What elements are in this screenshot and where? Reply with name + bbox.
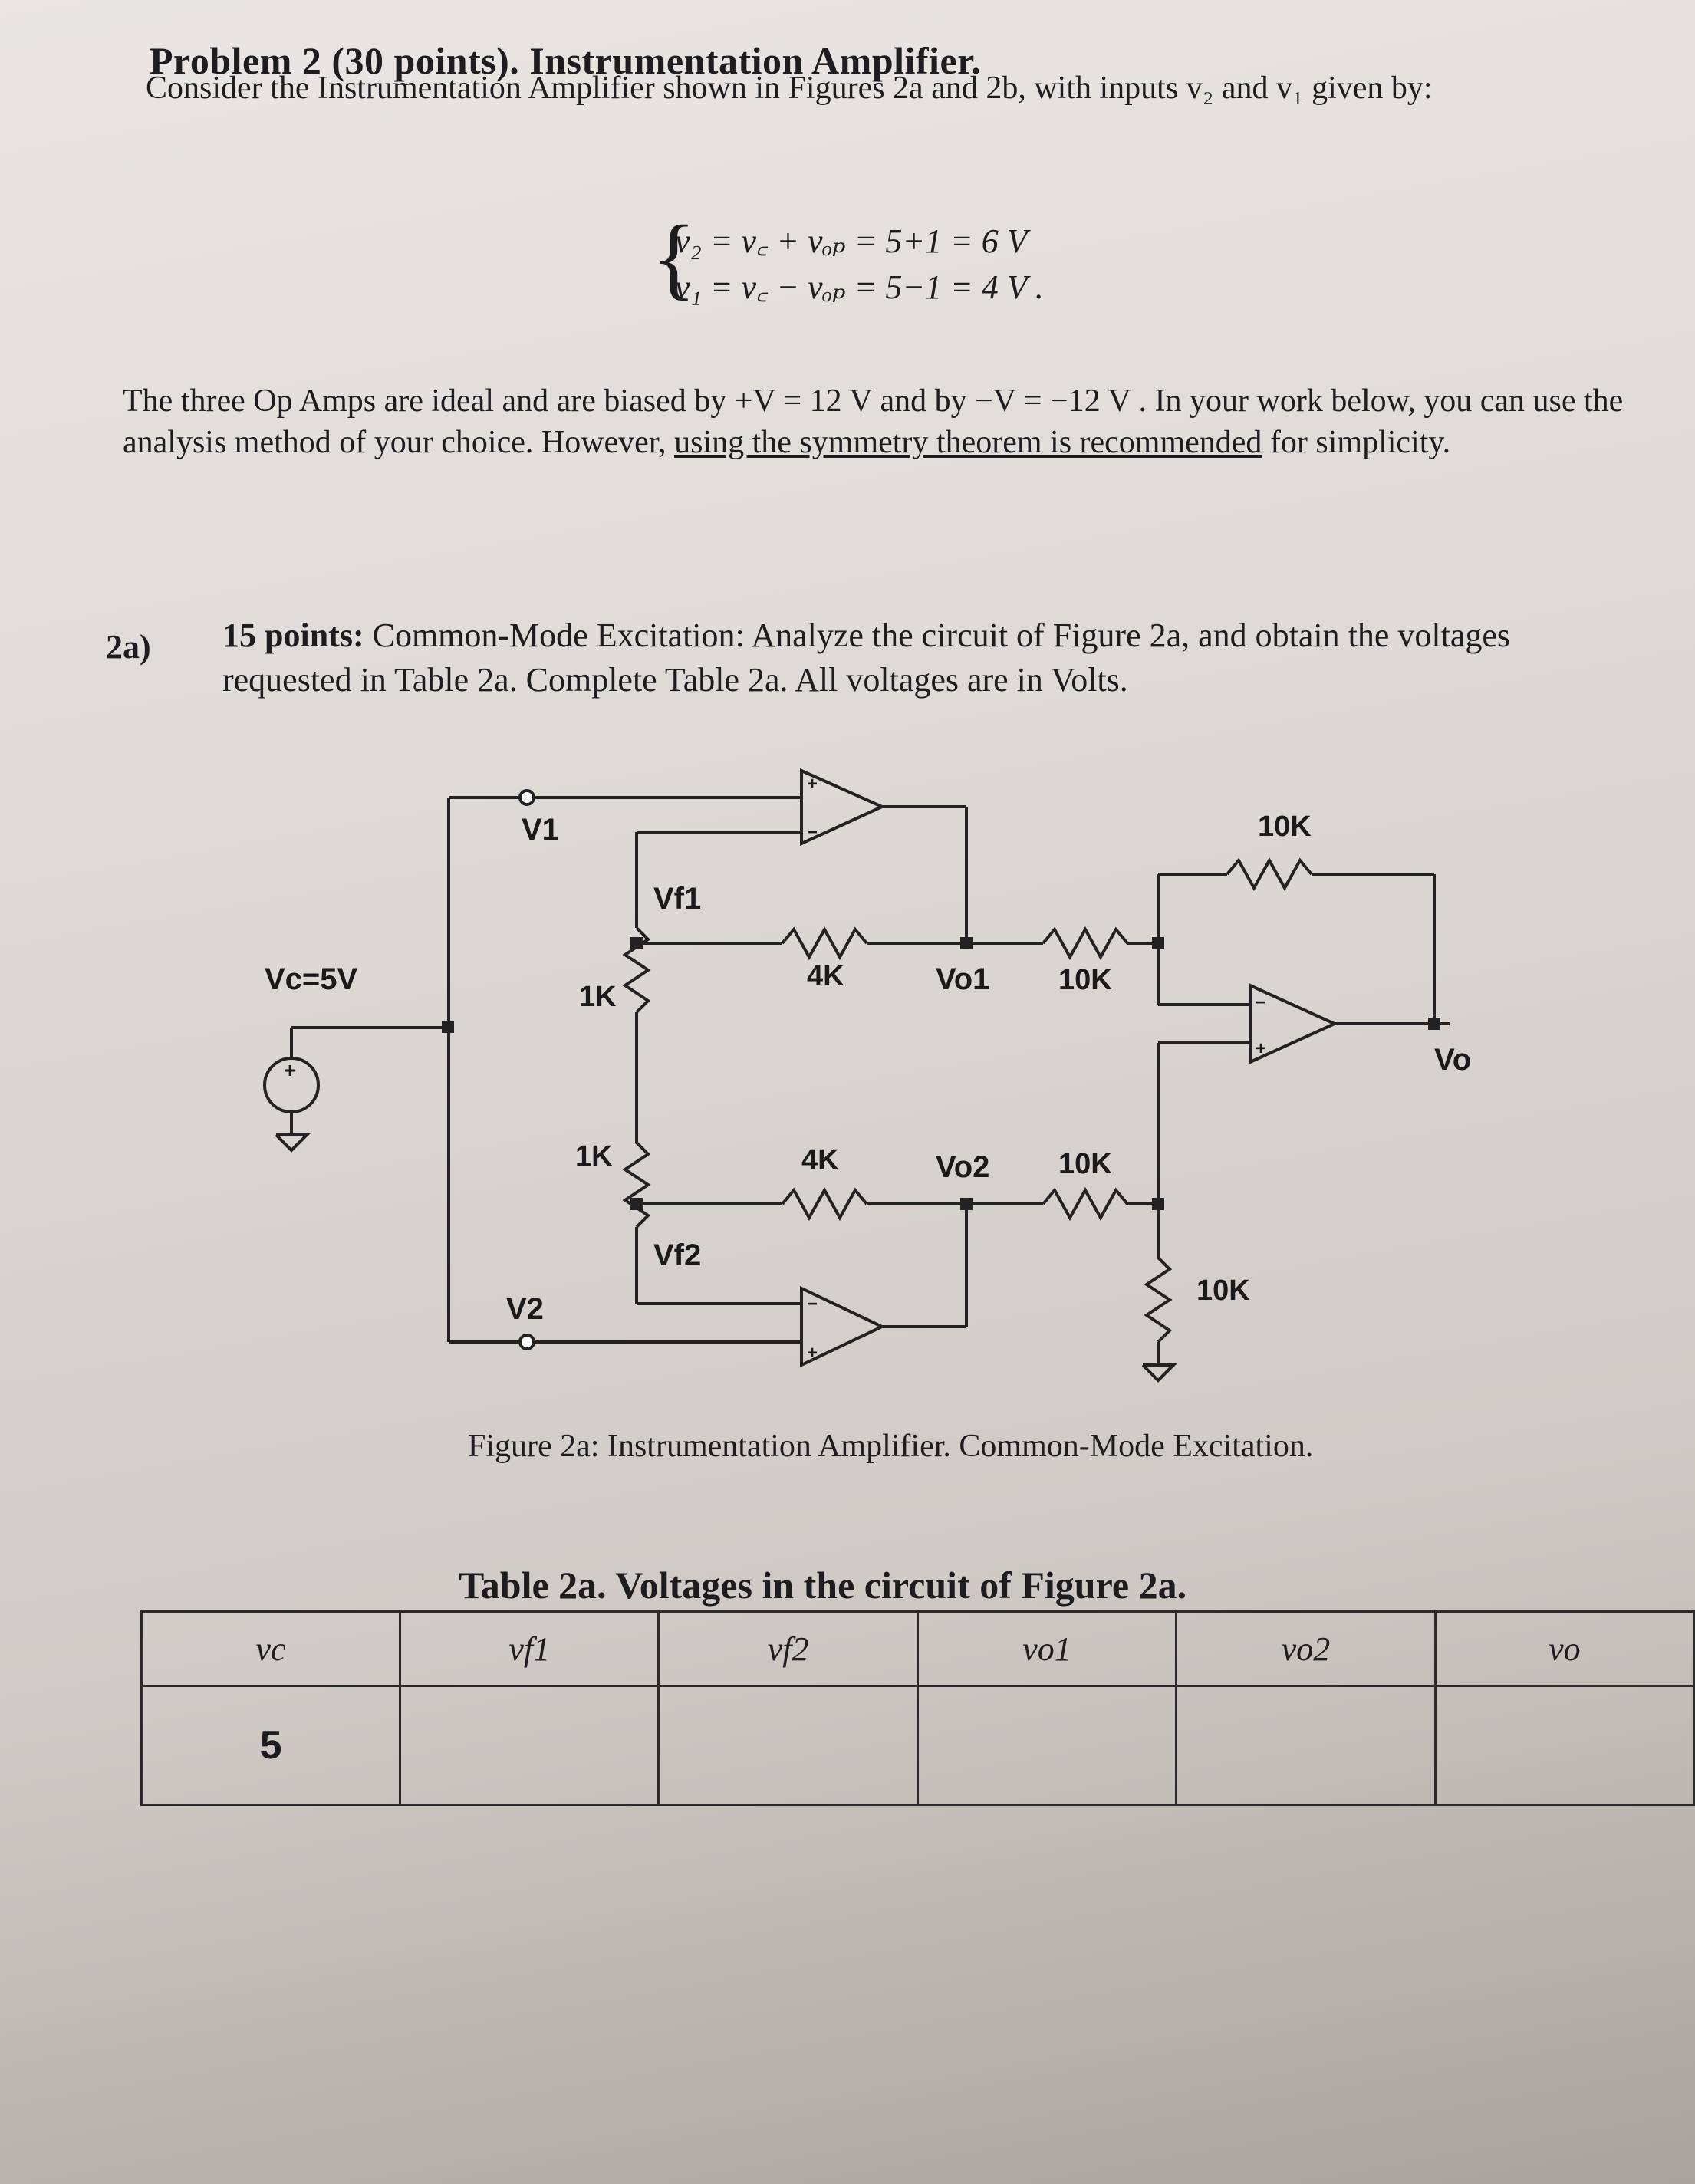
value-vo[interactable] [1435,1686,1693,1805]
problem-title: Problem 2 (30 points). Instrumentation Amplifier. [150,39,982,82]
table-title: Table 2a. Voltages in the circuit of Figure 2a. [459,1564,1187,1607]
svg-text:+: + [807,1343,818,1363]
bias-underlined: using the symmetry theorem is recommended [674,425,1262,460]
voltage-table [140,1610,1695,1806]
header-vo2: vo2 [1177,1612,1436,1686]
part-a-description: Common-Mode Excitation: Analyze the circuit of Figure 2a, and obtain the voltages requested in Table 2a. Complete Table 2a. All voltages are in Volts. [222,617,1511,699]
value-vo2[interactable] [1177,1686,1436,1805]
problem-intro: Consider the Instrumentation Amplifier shown in Figures 2a and 2b, with inputs v₂ and v₁ given by: [146,71,1433,106]
input-equations: { v₂ = v꜀ + vₒₚ = 5+1 = 6 V v₁ = v꜀ − vₒₚ = 5−1 = 4 V . [675,219,1044,311]
r10k-top-label: 10K [1058,964,1112,996]
svg-text:+: + [1256,1038,1267,1059]
r10k-bot-label: 10K [1058,1148,1112,1180]
value-vc: 5 [142,1686,400,1805]
vo2-label: Vo2 [936,1150,990,1184]
r4k-bot-label: 4K [801,1144,839,1176]
r10k-ground-label: 10K [1196,1275,1250,1307]
part-a-points: 15 points: [222,617,364,654]
header-vo: vo [1435,1612,1693,1686]
svg-text:−: − [807,1294,818,1314]
part-a-text [222,613,1634,702]
vo1-label: Vo1 [936,962,990,996]
vo-label: Vo [1434,1043,1472,1077]
value-vf2[interactable] [659,1686,917,1805]
header-vf2: vf2 [659,1612,917,1686]
header-vo1: vo1 [917,1612,1177,1686]
value-vo1[interactable] [917,1686,1177,1805]
part-a-label: 2a) [106,628,151,666]
source-label: Vc=5V [265,962,358,996]
svg-text:+: + [807,774,818,794]
vf1-label: Vf1 [653,882,702,916]
svg-text:−: − [1256,992,1267,1013]
v1-label: V1 [522,813,559,847]
r1k-top-label: 1K [579,981,617,1013]
value-vf1[interactable] [400,1686,659,1805]
vf2-label: Vf2 [653,1238,702,1272]
svg-text:−: − [807,822,818,843]
header-vf1: vf1 [400,1612,659,1686]
svg-text:+: + [284,1058,297,1082]
r10k-feedback-label: 10K [1258,811,1312,843]
bias-paragraph [123,380,1657,463]
header-vc: vc [142,1612,400,1686]
equation-v1: v₁ = v꜀ − vₒₚ = 5−1 = 4 V . [675,268,1044,306]
table-header-row [142,1612,1694,1686]
equation-v2: v₂ = v꜀ + vₒₚ = 5+1 = 6 V [675,222,1028,260]
bias-text: The three Op Amps are ideal and are biased by +V = 12 V and by −V = −12 V . In your work below, you can use the analysis method of your choice. However, [123,383,1624,460]
figure-caption: Figure 2a: Instrumentation Amplifier. Common-Mode Excitation. [468,1429,1314,1464]
r1k-bot-label: 1K [575,1140,613,1173]
v2-label: V2 [506,1292,544,1326]
bias-end: for simplicity. [1269,425,1451,460]
r4k-top-label: 4K [807,960,844,992]
table-value-row [142,1686,1694,1805]
circuit-diagram [230,759,1534,1434]
